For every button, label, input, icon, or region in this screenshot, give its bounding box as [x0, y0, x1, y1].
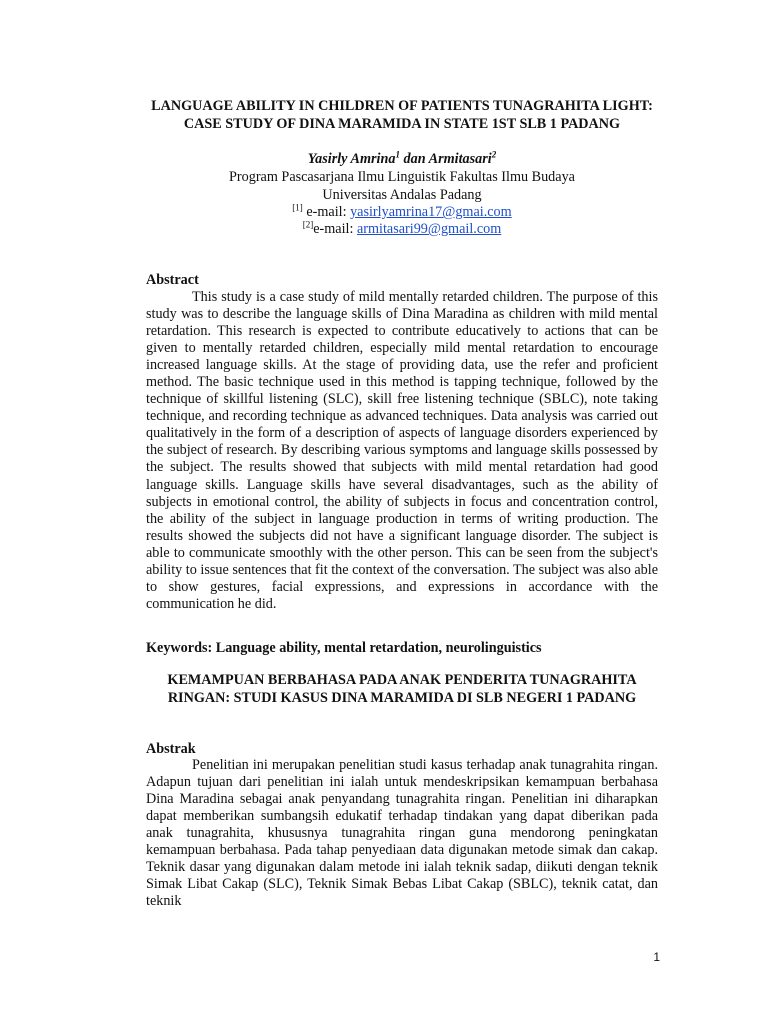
affiliation-line-2: Universitas Andalas Padang [322, 186, 482, 203]
affiliation-line-1: Program Pascasarjana Ilmu Linguistik Fakultas Ilmu Budaya [229, 169, 575, 185]
author-1: Yasirly Amrina [307, 151, 396, 167]
email-marker-2: [2] [302, 219, 314, 230]
abstract-text: This study is a case study of mild mentally retarded children. The purpose of this study was to describe the language skills of Dina Maradina as children with mild mental retardation. This research is expected to contribute educatively to actions that can be given to mentally retarded children, especially mild mental retardation to encourage increased language skills. At the stage of providing data, use the refer and proficient method. The basic technique used in this method is tapping technique, followed by the technique of skillful listening (SLC), skill free listening technique (SBLC), note taking technique, and recording technique as advanced techniques. Data analysis was carried out qualitatively in the form of a description of aspects of language disorders experienced by the subject of research. By describing various symptoms and language skills possessed by the subject. The results showed that subjects with mild mental retardation had good language skills. Language skills have several disadvantages, such as the ability of subjects in emotional control, the ability of subjects in focus and concentration control, the ability of the subject in language production in terms of writing production. The results showed the subjects did not have a significant language disorder. The subject is able to communicate smoothly with the other person. This can be seen from the subject's ability to issue sentences that fit the context of the conversation. The subject was also able to show gestures, facial expressions, and expressions in accordance with the communication he did. [146, 289, 658, 612]
affiliation [146, 169, 658, 204]
paper-title-indonesian: KEMAMPUAN BERBAHASA PADA ANAK PENDERITA TUNAGRAHITA RINGAN: STUDI KASUS DINA MARAMIDA DI SLB NEGERI 1 PADANG [167, 672, 637, 706]
email-link-1[interactable]: yasirlyamrina17@gmai.com [350, 204, 512, 220]
email-label-1: e-mail: [302, 204, 351, 220]
paper-title: LANGUAGE ABILITY IN CHILDREN OF PATIENTS TUNAGRAHITA LIGHT: CASE STUDY OF DINA MARAMIDA IN STATE 1ST SLB 1 PADANG [151, 98, 653, 132]
keywords: Keywords: Language ability, mental retardation, neurolinguistics [146, 640, 542, 656]
author-1-sup: 1 [395, 149, 400, 160]
page-number: 1 [653, 950, 660, 964]
abstract-heading: Abstract [146, 272, 199, 288]
email-label-2: e-mail: [313, 221, 357, 237]
abstrak-heading: Abstrak [146, 741, 196, 757]
email-line-2 [146, 221, 658, 239]
authors-conjunction: dan [399, 151, 429, 167]
email-line-1 [146, 204, 658, 222]
email-link-2[interactable]: armitasari99@gmail.com [356, 221, 502, 237]
authors-line [146, 151, 658, 169]
email-marker-1: [1] [292, 202, 303, 213]
abstrak-text: Penelitian ini merupakan penelitian studi kasus terhadap anak tunagrahita ringan. Adapun tujuan dari penelitian ini ialah untuk mendeskripsikan kemampuan berbahasa Dina Maradina sebagai anak penyandang tunagrahita ringan. Penelitian ini diharapkan dapat memberikan sumbangsih edukatif terhadap tindakan yang dapat diberikan pada anak tunagrahita, khususnya tunagrahita ringan guna mendorong peningkatan kemampuan berbahasa. Pada tahap penyediaan data digunakan metode simak dan cakap. Teknik dasar yang digunakan dalam metode ini ialah teknik sadap, diikuti dengan teknik Simak Libat Cakap (SLC), Teknik Simak Bebas Libat Cakap (SBLC), teknik catat, dan teknik [146, 757, 658, 910]
author-2-sup: 2 [491, 149, 497, 160]
author-2: Armitasari [428, 151, 492, 167]
